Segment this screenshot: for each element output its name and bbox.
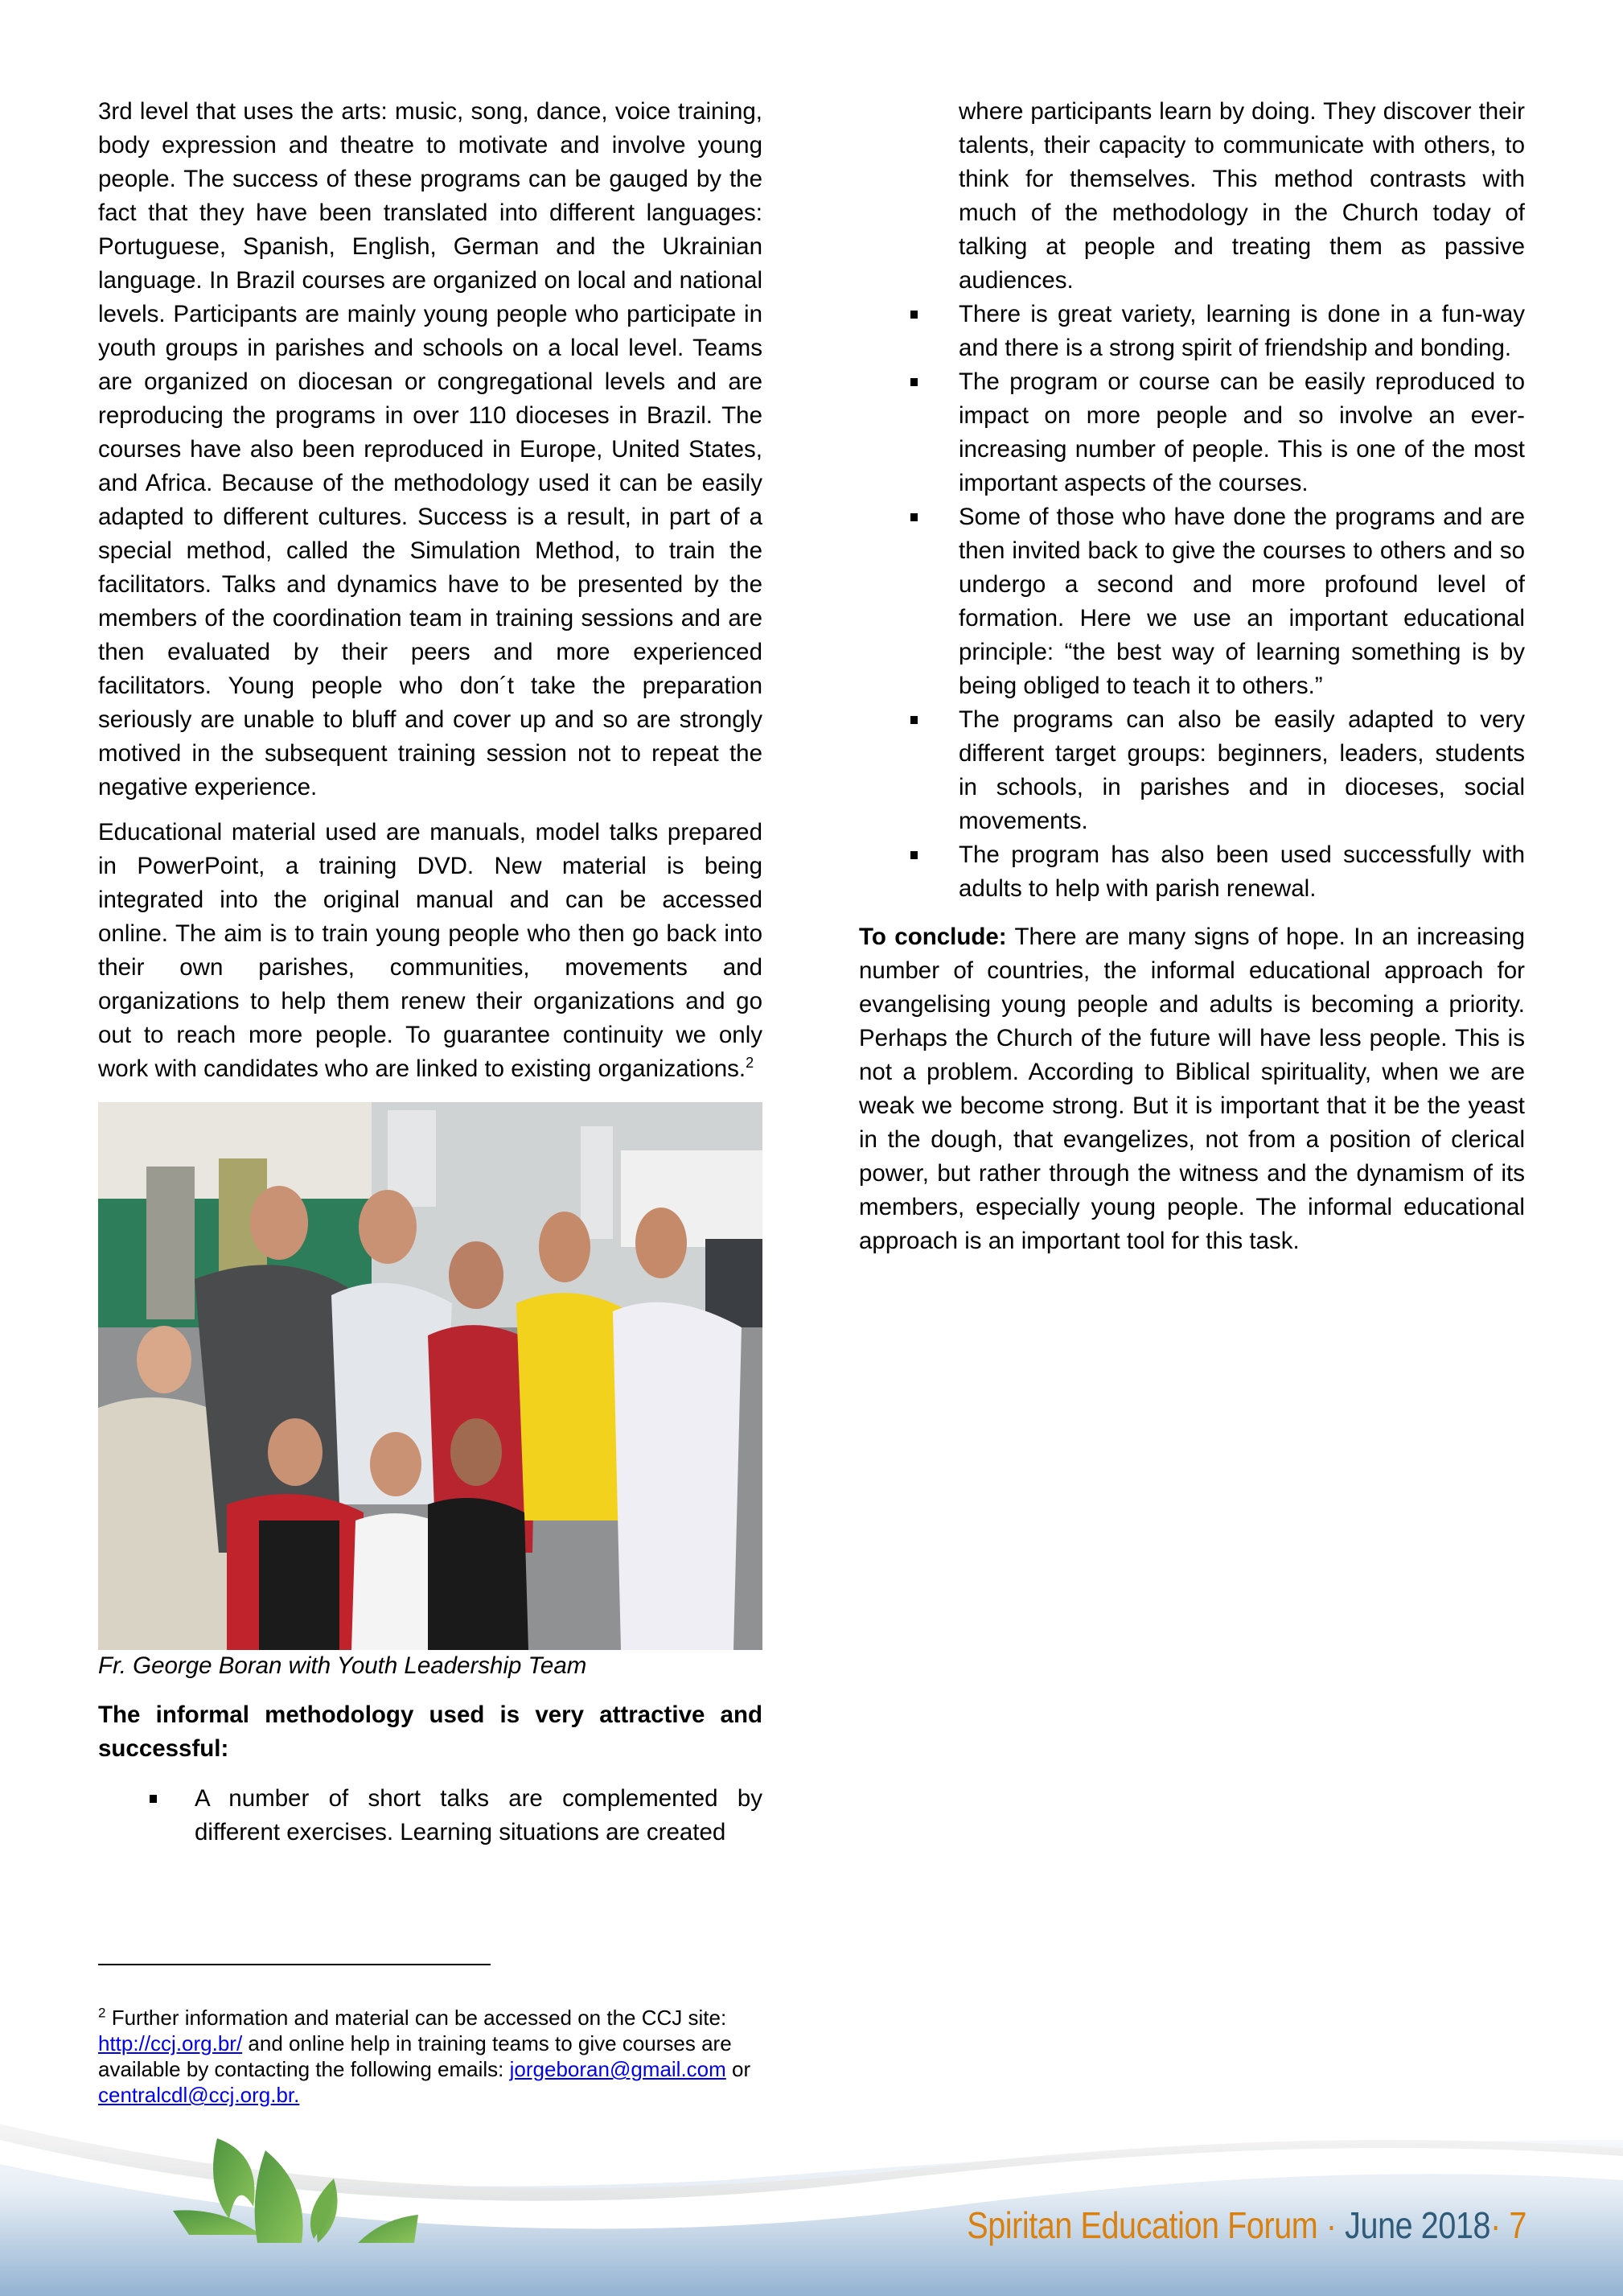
paragraph-text: Educational material used are manuals, model talks prepared in PowerPoint, a training DVD. New material is being integrated into the original manual and can be accessed online. The aim is to train young people who then go back into their own parishes, communities, movements and organizations to help them renew their organizations and go out to reach more people. To guarantee continuity we only work with candidates who are linked to existing organizations. <box>98 819 762 1082</box>
list-item-text: Some of those who have done the programs and are then invited back to give the courses to others and so undergo a second and more profound level of formation. Here we use an important educational principle: “the best way of learning something is by being obliged to teach it to others.” <box>959 504 1525 699</box>
list-item <box>98 1782 762 1850</box>
list-item-text: A number of short talks are complemented by different exercises. Learning situations are created <box>195 1785 762 1845</box>
footnote-separator <box>98 1964 491 1965</box>
list-item-text: There is great variety, learning is done in a fun-way and there is a strong spirit of friendship and bonding. <box>959 301 1525 361</box>
body-paragraph <box>98 816 762 1086</box>
page-separator: · <box>1490 2204 1510 2246</box>
list-item <box>859 365 1525 500</box>
leaves-logo-icon <box>173 2130 430 2243</box>
list-item <box>859 500 1525 703</box>
page-number: 7 <box>1509 2204 1526 2246</box>
footer-publication-line <box>967 2203 1526 2248</box>
list-item <box>859 838 1525 906</box>
list-item <box>859 298 1525 365</box>
square-bullet-icon <box>910 311 918 319</box>
group-photo-illustration <box>98 1102 762 1650</box>
section-heading: The informal methodology used is very attractive and successful: <box>98 1701 762 1762</box>
footnote-number: 2 <box>98 2005 106 2021</box>
right-column <box>859 95 1525 1269</box>
footnote-text: and online help in training teams to give courses are available by contacting the following emails: <box>98 2031 732 2081</box>
list-item-text: The programs can also be easily adapted to very different target groups: beginners, leaders, students in schools, in parishes and in dioceses, social movements. <box>959 706 1525 834</box>
square-bullet-icon <box>150 1795 157 1803</box>
methodology-list <box>98 1782 762 1850</box>
footnote-text: or <box>725 2057 751 2081</box>
methodology-list-continued <box>859 298 1525 906</box>
list-item <box>859 703 1525 838</box>
footnote <box>98 2005 774 2108</box>
email-link-jorgeboran[interactable]: jorgeboran@gmail.com <box>509 2057 726 2081</box>
left-column <box>98 95 762 1850</box>
square-bullet-icon <box>910 378 918 386</box>
square-bullet-icon <box>910 513 918 521</box>
conclusion-text: There are many signs of hope. In an increasing number of countries, the informal educational approach for evangelising young people and adults is becoming a priority. Perhaps the Church of the future will have less people. This is not a problem. According to Biblical spirituality, when we are weak we become strong. But it is important that it be the yeast in the dough, that evangelizes, not from a position of clerical power, but rather through the witness and the dynamism of its members, especially young people. The informal educational approach is an important tool for this task. <box>859 924 1525 1254</box>
publication-name: Spiritan Education Forum <box>967 2204 1318 2246</box>
issue-date: June 2018 <box>1345 2204 1491 2246</box>
footnote-text: Further information and material can be accessed on the CCJ site: <box>105 2006 727 2030</box>
square-bullet-icon <box>910 851 918 859</box>
body-paragraph: 3rd level that uses the arts: music, song, dance, voice training, body expression and theatre to motivate and involve young people. The success of these programs can be gauged by the fact that they have been translated into different languages: Portuguese, Spanish, English, German and the Ukrainian language. In Brazil courses are organized on local and national levels. Participants are mainly young people who participate in youth groups in parishes and schools on a local level. Teams are organized on diocesan or congregational levels and are reproducing the programs in over 110 dioceses in Brazil. The courses have also been reproduced in Europe, United States, and Africa. Because of the methodology used it can be easily adapted to different cultures. Success is a result, in part of a special method, called the Simulation Method, to train the facilitators. Talks and dynamics have to be presented by the members of the coordination team in training sessions and are then evaluated by their peers and more experienced facilitators. Young people who don´t take the preparation seriously are unable to bluff and cover up and so are strongly motived in the subsequent training session not to repeat the negative experience. <box>98 98 762 800</box>
photo-caption: Fr. George Boran with Youth Leadership Team <box>98 1652 587 1679</box>
list-item-continuation: where participants learn by doing. They discover their talents, their capacity to communicate with others, to think for themselves. This method contrasts with much of the methodology in the Church today of talking at people and treating them as passive audiences. <box>959 98 1525 294</box>
footer-separator: · <box>1317 2204 1346 2246</box>
email-link-centralcdl[interactable]: centralcdl@ccj.org.br. <box>98 2083 300 2107</box>
conclusion-label: To conclude: <box>859 924 1007 950</box>
group-photo <box>98 1102 762 1650</box>
ccj-site-link[interactable]: http://ccj.org.br/ <box>98 2031 243 2055</box>
footnote-reference[interactable]: 2 <box>746 1055 754 1072</box>
conclusion-paragraph <box>859 920 1525 1258</box>
list-item-text: The program has also been used successfully with adults to help with parish renewal. <box>959 841 1525 902</box>
square-bullet-icon <box>910 716 918 724</box>
list-item-text: The program or course can be easily reproduced to impact on more people and so involve an ever-increasing number of people. This is one of the most important aspects of the courses. <box>959 368 1525 496</box>
